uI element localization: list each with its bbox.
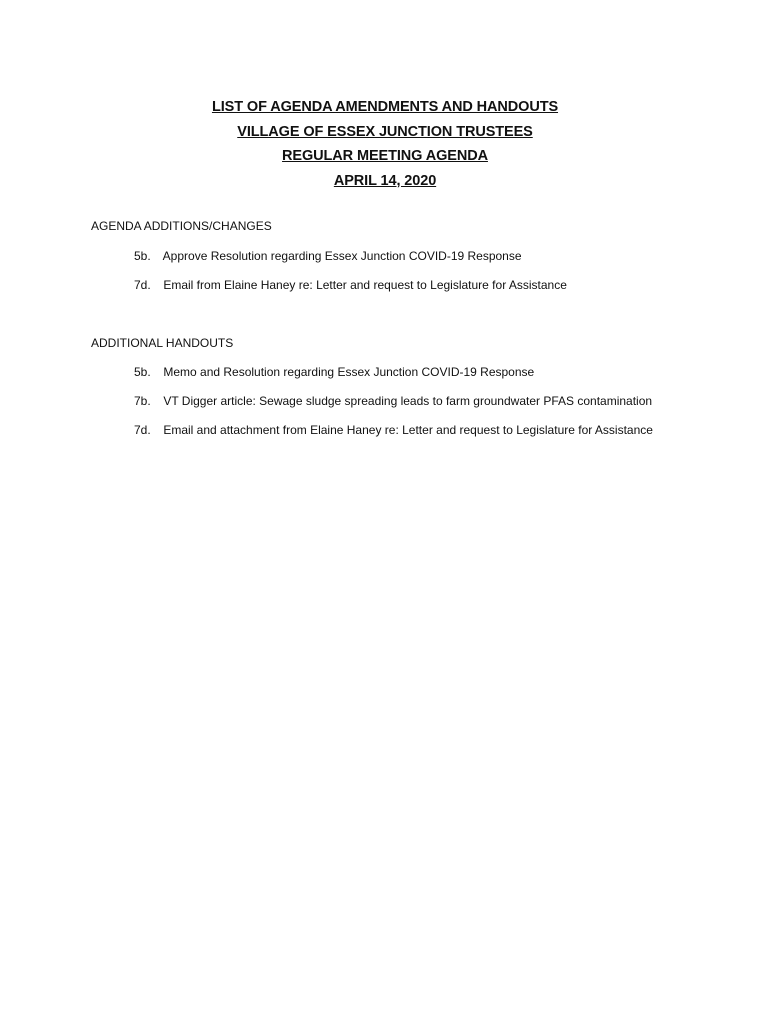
header-organization: VILLAGE OF ESSEX JUNCTION TRUSTEES (237, 123, 533, 140)
header-title: LIST OF AGENDA AMENDMENTS AND HANDOUTS (211, 99, 559, 115)
item-code: 5b. (134, 365, 151, 379)
item-text: Email and attachment from Elaine Haney re: Letter and request to Legislature for Assistance (163, 423, 653, 437)
item-code: 7d. (134, 278, 151, 292)
item-text: Memo and Resolution regarding Essex Junction COVID-19 Response (163, 365, 535, 379)
document-header (0, 95, 770, 193)
list-item (134, 248, 522, 264)
list-item (134, 393, 652, 409)
item-text: Email from Elaine Haney re: Letter and request to Legislature for Assistance (163, 278, 567, 292)
item-text: VT Digger article: Sewage sludge spreading leads to farm groundwater PFAS contamination (163, 394, 653, 408)
list-item (134, 277, 567, 293)
item-text: Approve Resolution regarding Essex Junction COVID-19 Response (162, 249, 522, 263)
item-code: 7d. (134, 423, 151, 437)
section-heading-additional-handouts: ADDITIONAL HANDOUTS (91, 336, 234, 350)
section-heading-agenda-changes: AGENDA ADDITIONS/CHANGES (91, 219, 272, 233)
list-item (134, 364, 534, 380)
list-item (134, 422, 653, 438)
header-meeting-type: REGULAR MEETING AGENDA (282, 148, 488, 164)
item-code: 7b. (134, 394, 151, 408)
item-code: 5b. (134, 249, 151, 263)
header-date: APRIL 14, 2020 (333, 172, 437, 189)
